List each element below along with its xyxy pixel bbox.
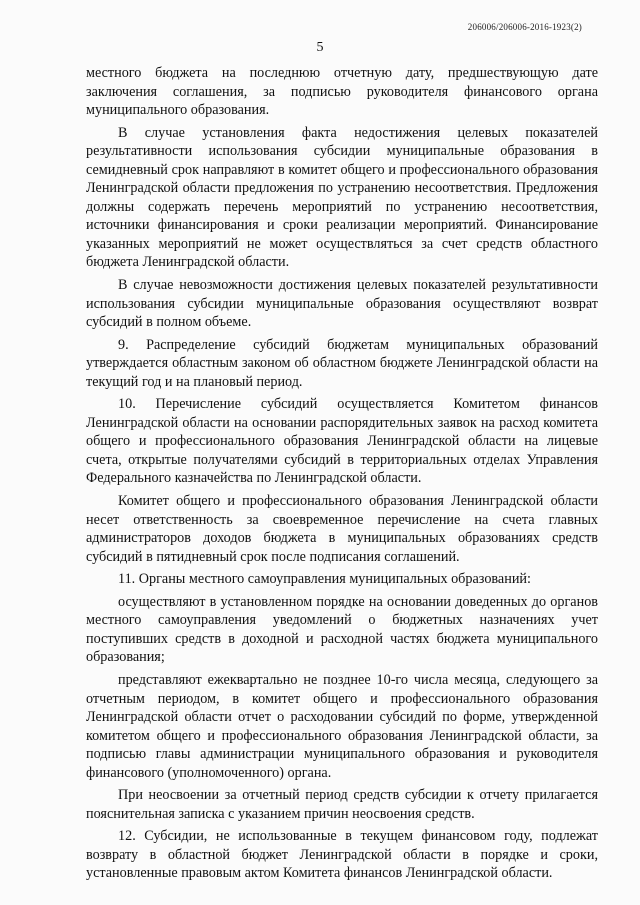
page-number: 5: [316, 40, 324, 55]
paragraph: При неосвоении за отчетный период средств субсидии к отчету прилагается пояснительная записка с указанием причин неосвоения средств.: [86, 787, 598, 822]
paragraph: представляют ежеквартально не позднее 10-го числа месяца, следующего за отчетным периодом, в комитет общего и профессионального образования Ленинградской области отчет о расходовании субсидий по форме, утвержденной комитетом общего и профессионального образования Ленинградской области, за подписью главы администрации муниципального образования и руководителя финансового (уполномоченного) органа.: [86, 671, 598, 781]
paragraph: 9. Распределение субсидий бюджетам муниципальных образований утверждается областным законом об областном бюджете Ленинградской области на текущий год и на плановый период.: [86, 336, 598, 390]
paragraph: В случае невозможности достижения целевых показателей результативности использования субсидии муниципальные образования осуществляют возврат субсидий в полном объеме.: [86, 277, 598, 331]
document-code: 206006/206006-2016-1923(2): [467, 22, 582, 32]
paragraph: осуществляют в установленном порядке на основании доведенных до органов местного самоуправления уведомлений о бюджетных назначениях учет поступивших средств в доходной и расходной частях бюджета муниципального образования;: [86, 593, 598, 666]
paragraph: Комитет общего и профессионального образования Ленинградской области несет ответственность за своевременное перечисление на счета главных администраторов доходов бюджета в муниципальных образованиях средств субсидий в пятидневный срок после подписания соглашений.: [86, 493, 598, 565]
paragraph: В случае установления факта недостижения целевых показателей результативности использования субсидии муниципальные образования в семидневный срок направляют в комитет общего и профессионального образования Ленинградской области предложения по устранению несоответствия. Предложения должны содержать перечень мероприятий по устранению несоответствия, источники финансирования и сроки реализации мероприятий. Финансирование указанных мероприятий не может осуществляться за счет средств областного бюджета Ленинградской области.: [86, 124, 598, 271]
paragraph: местного бюджета на последнюю отчетную дату, предшествующую дате заключения соглашения, за подписью руководителя финансового органа муниципального образования.: [86, 65, 598, 119]
document-body: [86, 64, 598, 887]
paragraph: 12. Субсидии, не использованные в текущем финансовом году, подлежат возврату в областной бюджет Ленинградской области в порядке и сроки, установленные правовым актом Комитета финансов Ленинградской области.: [86, 828, 598, 882]
paragraph: 11. Органы местного самоуправления муниципальных образований:: [118, 571, 531, 588]
paragraph: 10. Перечисление субсидий осуществляется Комитетом финансов Ленинградской области на основании распорядительных заявок на расход комитета общего и профессионального образования Ленинградской области на лицевые счета, открытые получателями субсидий в территориальных отделах Управления Федерального казначейства по Ленинградской области.: [86, 396, 598, 487]
